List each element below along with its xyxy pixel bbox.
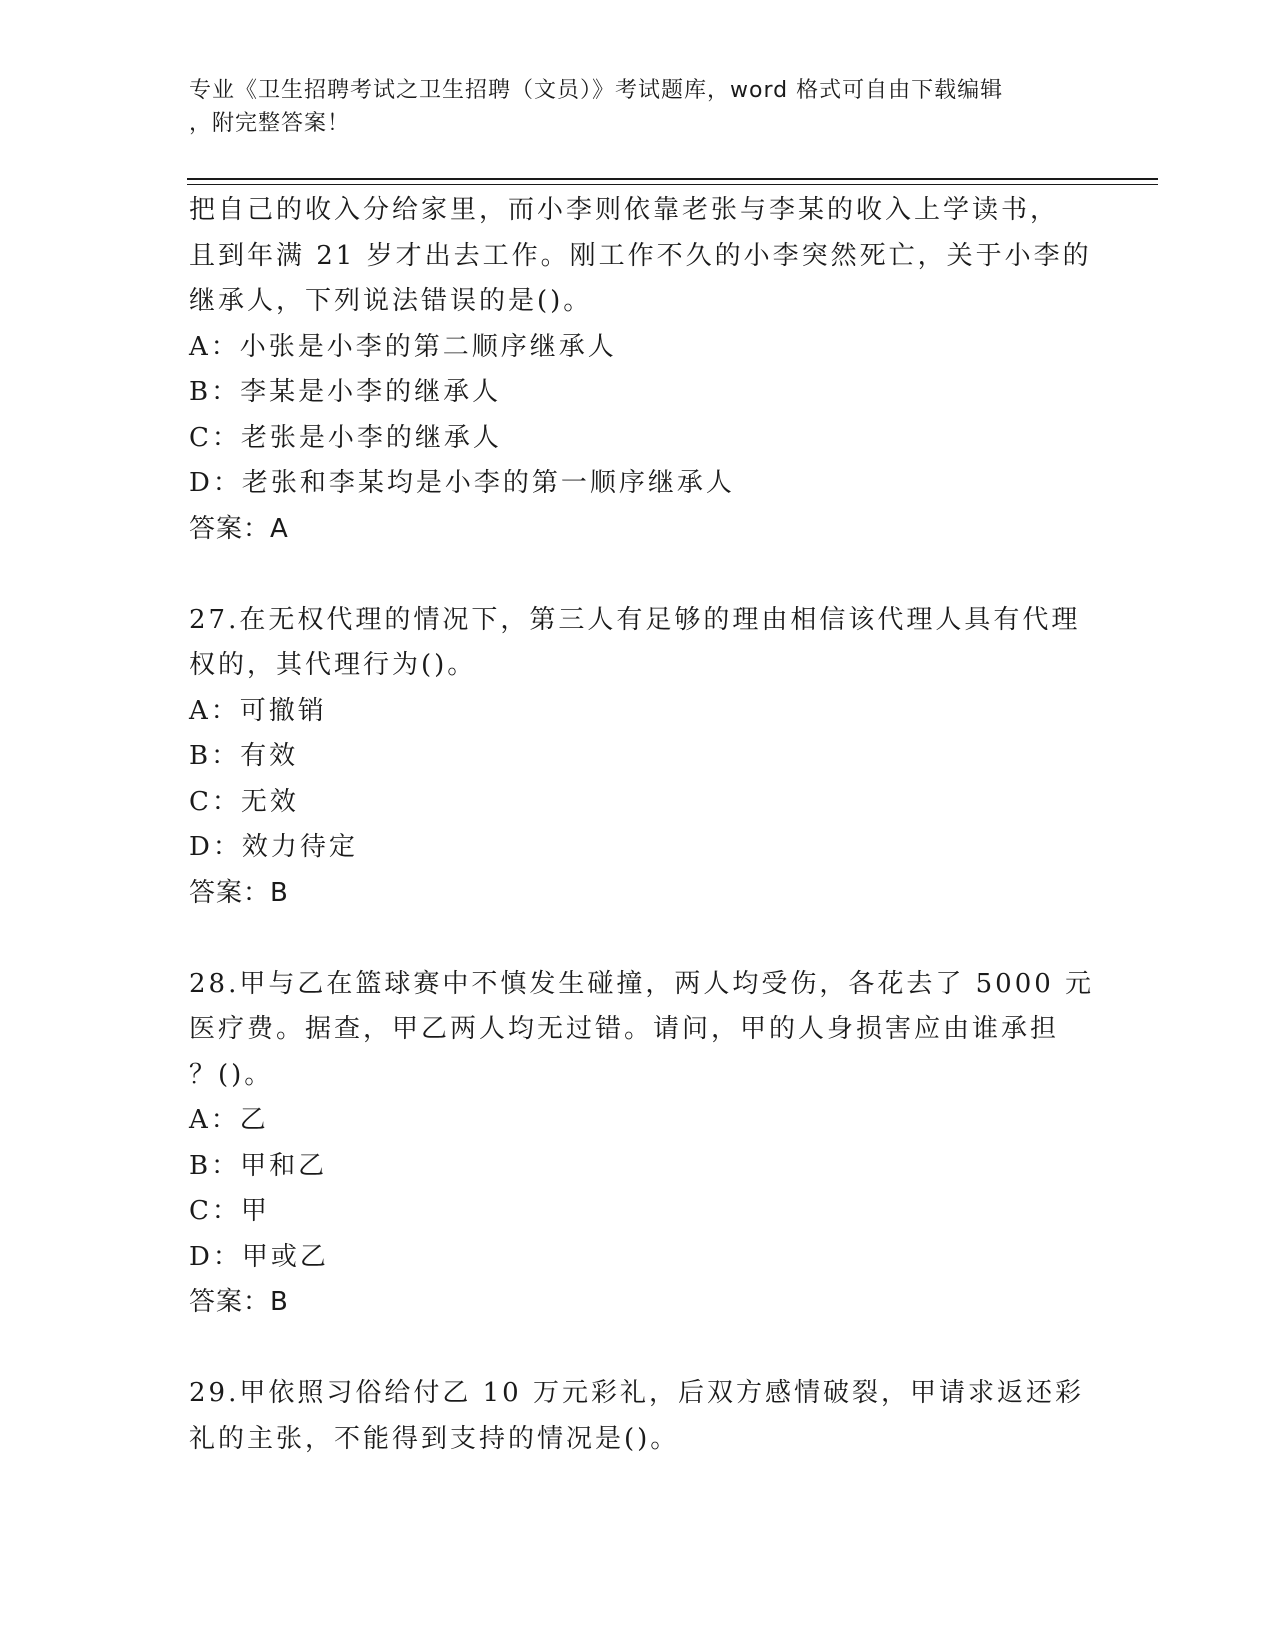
question-27 (189, 598, 1089, 917)
question-28 (189, 962, 1095, 1326)
option-d: D：甲或乙 (189, 1241, 329, 1272)
answer-line: 答案：B (189, 877, 289, 908)
option-a: A：小张是小李的第二顺序继承人 (189, 331, 617, 362)
document-header (189, 74, 1069, 140)
question-stem-line: 29.甲依照习俗给付乙 10 万元彩礼，后双方感情破裂，甲请求返还彩 (189, 1378, 1084, 1408)
header-rule-thick (187, 178, 1158, 180)
question-26-continuation (189, 188, 1092, 552)
question-spacer (189, 552, 1089, 598)
question-stem-line: 把自己的收入分给家里，而小李则依靠老张与李某的收入上学读书， (189, 195, 1060, 225)
question-29 (189, 1371, 1089, 1462)
question-stem-line: ？()。 (189, 1059, 274, 1090)
question-stem-line: 权的，其代理行为()。 (189, 650, 477, 680)
option-b: B：李某是小李的继承人 (189, 377, 502, 407)
question-stem-line: 28.甲与乙在篮球赛中不慎发生碰撞，两人均受伤，各花去了 5000 元 (189, 968, 1095, 999)
answer-line: 答案：B (189, 1287, 289, 1317)
option-a: A：乙 (189, 1105, 269, 1135)
question-spacer (189, 916, 1089, 962)
question-stem-line: 继承人，下列说法错误的是()。 (189, 286, 593, 316)
question-content (189, 188, 1095, 1462)
option-c: C：老张是小李的继承人 (189, 422, 502, 453)
answer-line: 答案：A (189, 513, 289, 544)
option-b: B：有效 (189, 741, 299, 771)
option-c: C：无效 (189, 786, 299, 817)
option-d: D：老张和李某均是小李的第一顺序继承人 (189, 468, 735, 498)
option-a: A：可撤销 (189, 695, 327, 726)
question-stem-line: 医疗费。据查，甲乙两人均无过错。请问，甲的人身损害应由谁承担 (189, 1014, 1060, 1044)
question-stem-line: 礼的主张，不能得到支持的情况是()。 (189, 1423, 680, 1454)
option-c: C：甲 (189, 1196, 270, 1226)
question-stem-line: 且到年满 21 岁才出去工作。刚工作不久的小李突然死亡，关于小李的 (189, 240, 1092, 271)
option-d: D：效力待定 (189, 832, 358, 862)
question-stem-line: 27.在无权代理的情况下，第三人有足够的理由相信该代理人具有代理 (189, 604, 1081, 635)
header-rule-thin (187, 184, 1158, 185)
option-b: B：甲和乙 (189, 1150, 328, 1181)
question-spacer (189, 1326, 1089, 1372)
header-line-1: 专业《卫生招聘考试之卫生招聘（文员）》考试题库，word 格式可自由下载编辑 (189, 78, 1004, 103)
header-line-2: ，附完整答案！ (189, 111, 351, 136)
